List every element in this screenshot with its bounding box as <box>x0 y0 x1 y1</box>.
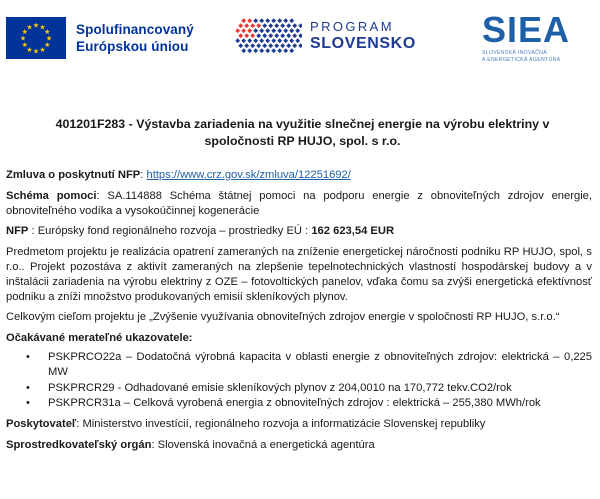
schema-text: SA.114888 Schéma štátnej pomoci na podporu energie z obnoviteľných zdrojov energie, obnoviteľného vodíka a vysokoúčinnej kogenerácie <box>6 189 593 217</box>
mark-dot-icon <box>295 28 300 33</box>
mark-dot-icon <box>274 33 279 38</box>
mark-dot-icon <box>250 33 255 38</box>
eu-star-icon: ★ <box>19 35 27 43</box>
mark-dot-icon <box>286 33 291 38</box>
mark-dot-icon <box>265 28 270 33</box>
zmluva-link[interactable]: https://www.crz.gov.sk/zmluva/12251692/ <box>146 169 351 181</box>
mark-dot-icon <box>250 43 255 48</box>
mark-dot-icon <box>280 43 285 48</box>
mark-dot-icon <box>286 43 291 48</box>
nfp-text: : Európsky fond regionálneho rozvoja – prostriedky EÚ : <box>28 225 312 238</box>
sprostredkovatel-text: Slovenská inovačná a energetická agentúra <box>157 438 375 451</box>
mark-dot-icon <box>289 38 294 43</box>
mark-dot-icon <box>235 38 240 43</box>
mark-dot-icon <box>253 48 258 53</box>
list-item: • PSKPRCR31a – Celková vyrobená energia z obnoviteľných zdrojov : elektrická – 255,380 MWh/rok <box>6 396 592 411</box>
ciel-paragraph: Celkovým cieľom projektu je „Zvýšenie využívania obnoviteľných zdrojov energie v spoločnosti RP HUJO, s.r.o.“ <box>6 311 560 324</box>
mark-dot-icon <box>271 48 276 53</box>
ukazovatele-heading-label: Očakávané merateľné ukazovatele <box>6 332 189 345</box>
siea-wordmark: SIEA <box>482 9 571 50</box>
zmluva-row <box>6 168 592 183</box>
sprostredkovatel-separator: : <box>151 438 158 451</box>
eu-star-icon: ★ <box>26 46 33 54</box>
eu-logo <box>6 17 194 59</box>
mark-dot-icon <box>268 23 273 28</box>
mark-dot-icon <box>289 18 294 23</box>
program-slovensko-text <box>310 20 416 52</box>
nfp-amount: 162 623,54 EUR <box>311 225 395 238</box>
schema-label: Schéma pomoci <box>6 189 97 202</box>
ukazovatele-heading <box>6 331 592 346</box>
mark-dot-icon <box>274 43 279 48</box>
mark-dot-icon <box>277 28 282 33</box>
program-label: PROGRAM <box>310 19 394 34</box>
mark-dot-icon <box>262 33 267 38</box>
mark-dot-icon <box>247 28 252 33</box>
mark-dot-icon <box>241 28 246 33</box>
poskytovatel-separator: : <box>76 418 83 431</box>
eu-star-icon: ★ <box>21 42 28 50</box>
mark-dot-icon <box>283 18 288 23</box>
mark-dot-icon <box>244 33 249 38</box>
mark-dot-icon <box>283 28 288 33</box>
siea-subtitle-line1: SLOVENSKÁ INOVAČNÁ <box>482 50 547 56</box>
sprostredkovatel-row <box>6 438 592 453</box>
mark-dot-icon <box>286 23 291 28</box>
mark-dot-icon <box>259 38 264 43</box>
eu-logo-line1: Spolufinancovaný <box>76 22 194 37</box>
mark-dot-icon <box>253 28 258 33</box>
mark-dot-icon <box>250 23 255 28</box>
schema-row <box>6 189 592 219</box>
mark-dot-icon <box>274 23 279 28</box>
ukazovatele-heading-sep: : <box>188 332 193 345</box>
sprostredkovatel-label: Sprostredkovateľský orgán <box>6 438 152 451</box>
eu-star-icon: ★ <box>32 22 40 30</box>
mark-dot-icon <box>289 48 294 53</box>
mark-dot-icon <box>265 38 270 43</box>
mark-dot-icon <box>247 48 252 53</box>
mark-dot-icon <box>262 23 267 28</box>
logo-bar <box>0 0 600 72</box>
zmluva-separator: : <box>140 169 147 181</box>
mark-dot-icon <box>235 28 240 33</box>
mark-dot-icon <box>253 38 258 43</box>
mark-dot-icon <box>292 23 297 28</box>
mark-dot-icon <box>265 18 270 23</box>
siea-subtitle <box>482 50 592 63</box>
mark-dot-icon <box>277 38 282 43</box>
eu-logo-line2: Európskou úniou <box>76 39 189 54</box>
mark-dot-icon <box>292 33 297 38</box>
list-item: • PSKPRCR29 - Odhadované emisie skleníkových plynov z 204,0010 na 170,772 tekv.CO2/rok <box>6 381 592 396</box>
mark-dot-icon <box>244 43 249 48</box>
mark-dot-icon <box>247 38 252 43</box>
mark-dot-icon <box>295 38 300 43</box>
siea-logo <box>482 9 592 63</box>
nfp-label: NFP <box>6 225 29 238</box>
eu-star-icon: ★ <box>39 24 46 32</box>
mark-dot-icon <box>241 18 246 23</box>
eu-star-icon: ★ <box>21 29 28 37</box>
mark-dot-icon <box>283 48 288 53</box>
list-item: • PSKPRCO22a – Dodatočná výrobná kapacita v oblasti energie z obnoviteľných zdrojov: elektrická – 0,225 MW <box>6 350 592 380</box>
mark-dot-icon <box>241 38 246 43</box>
mark-dot-icon <box>253 18 258 23</box>
schema-separator: : <box>96 189 108 202</box>
mark-dot-icon <box>259 28 264 33</box>
mark-dot-icon <box>268 43 273 48</box>
mark-dot-icon <box>292 43 297 48</box>
nfp-row <box>6 224 592 239</box>
mark-dot-icon <box>280 33 285 38</box>
mark-dot-icon <box>265 48 270 53</box>
project-title: 401201F283 - Výstavba zariadenia na využitie slnečnej energie na výrobu elektriny v spoločnosti RP HUJO, spol. s r.o. <box>55 117 550 148</box>
mark-dot-icon <box>277 48 282 53</box>
mark-dot-icon <box>280 23 285 28</box>
siea-subtitle-line2: A ENERGETICKÁ AGENTÚRA <box>482 56 561 63</box>
program-slovensko-mark-icon <box>232 16 302 56</box>
ukazovatele-list <box>6 350 592 411</box>
eu-logo-text <box>76 21 194 55</box>
poskytovatel-text: Ministerstvo investícií, regionálneho rozvoja a informatizácie Slovenskej republiky <box>82 418 486 431</box>
slovensko-label: SLOVENSKO <box>310 35 416 52</box>
eu-star-icon: ★ <box>45 35 53 43</box>
mark-dot-icon <box>238 33 243 38</box>
eu-star-icon: ★ <box>44 29 51 37</box>
mark-dot-icon <box>256 33 261 38</box>
mark-dot-icon <box>259 48 264 53</box>
eu-star-icon: ★ <box>26 24 33 32</box>
eu-flag-icon <box>6 17 66 59</box>
mark-dot-icon <box>247 18 252 23</box>
mark-dot-icon <box>271 18 276 23</box>
program-slovensko-logo <box>232 16 416 56</box>
mark-dot-icon <box>271 38 276 43</box>
mark-dot-icon <box>256 23 261 28</box>
eu-star-icon: ★ <box>44 42 51 50</box>
eu-star-icon: ★ <box>39 46 46 54</box>
mark-dot-icon <box>256 43 261 48</box>
zmluva-label: Zmluva o poskytnutí NFP <box>6 169 141 181</box>
mark-dot-icon <box>298 33 302 38</box>
mark-dot-icon <box>271 28 276 33</box>
mark-dot-icon <box>268 33 273 38</box>
mark-dot-icon <box>262 43 267 48</box>
mark-dot-icon <box>283 38 288 43</box>
mark-dot-icon <box>298 43 302 48</box>
project-details <box>6 168 592 459</box>
mark-dot-icon <box>277 18 282 23</box>
poskytovatel-label: Poskytovateľ <box>6 418 77 431</box>
mark-dot-icon <box>259 18 264 23</box>
eu-star-icon: ★ <box>32 48 40 56</box>
mark-dot-icon <box>238 23 243 28</box>
mark-dot-icon <box>238 43 243 48</box>
mark-dot-icon <box>241 48 246 53</box>
mark-dot-icon <box>289 28 294 33</box>
mark-dot-icon <box>298 23 302 28</box>
poskytovatel-row <box>6 417 592 432</box>
predmet-paragraph: Predmetom projektu je realizácia opatrení zameraných na zníženie energetickej náročnosti podniku RP HUJO, spol, s r.o.. Projekt pozostáva z aktivít zameraných na zlepšenie tepelnotechnických vlastností hospodárskej budovy a v inštalácii zariadenia na výrobu elektriny z OZE – fotovoltických panelov, vďaka čomu sa zvýši energetická efektívnosť podniku a zníži množstvo produkovaných emisií skleníkových plynov. <box>6 246 592 303</box>
mark-dot-icon <box>244 23 249 28</box>
